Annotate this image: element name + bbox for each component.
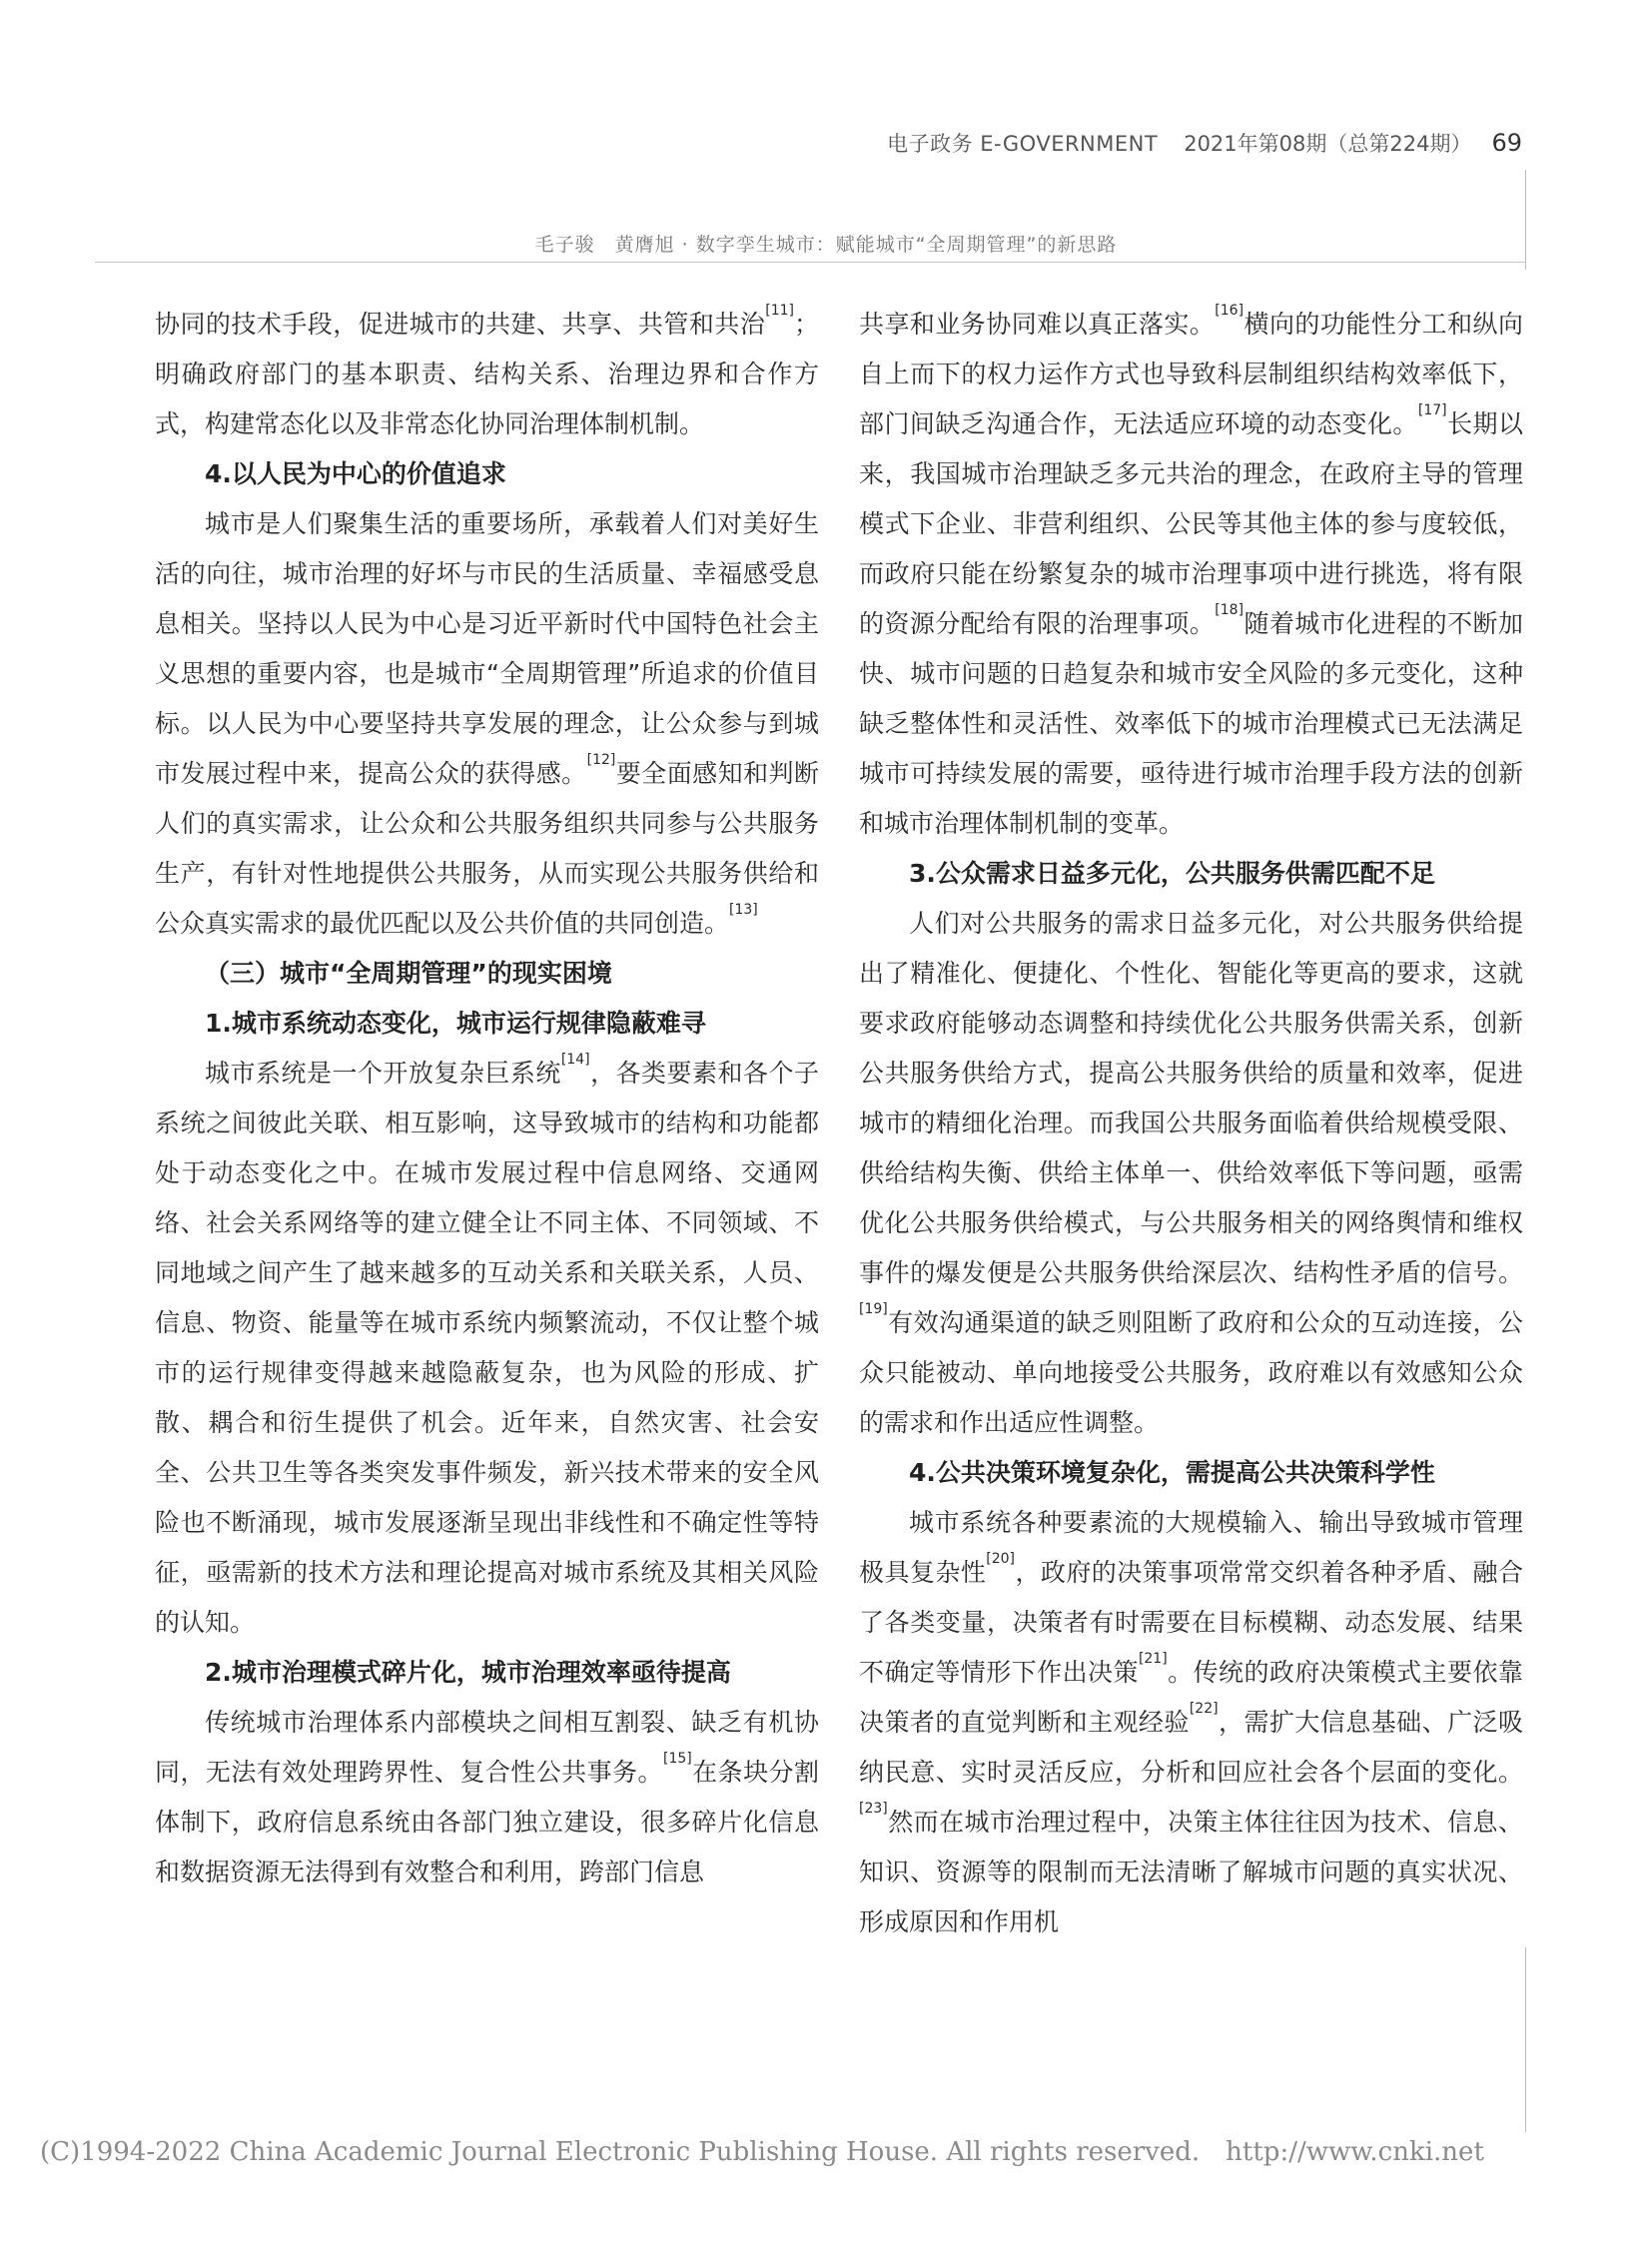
issue-info: 2021年第08期（总第224期） <box>1184 132 1472 156</box>
citation[interactable]: [12] <box>586 752 616 768</box>
article-byline: 毛子骏 黄膺旭 · 数字孪生城市：赋能城市“全周期管理”的新思路 <box>534 234 1118 256</box>
paragraph: 人们对公共服务的需求日益多元化，对公共服务供给提出了精准化、便捷化、个性化、智能化等更高的要求，这就要求政府能够动态调整和持续优化公共服务供需关系，创新公共服务供给方式，提高公共服务供给的质量和效率，促进城市的精细化治理。而我国公共服务面临着供给规模受限、供给结构失衡、供给主体单一、供给效率低下等问题，亟需优化公共服务供给模式，与公共服务相关的网络舆情和维权事件的爆发便是公共服务供给深层次、结构性矛盾的信号。[19]有效沟通渠道的缺乏则阻断了政府和公众的互动连接，公众只能被动、单向地接受公共服务，政府难以有效感知公众的需求和作出适应性调整。 <box>859 909 1523 1437</box>
cnki-link[interactable]: http://www.cnki.net <box>1226 2137 1484 2167</box>
citation[interactable]: [23] <box>859 1801 888 1817</box>
citation[interactable]: [20] <box>986 1551 1015 1567</box>
section-heading: 2.城市治理模式碎片化，城市治理效率亟待提高 <box>205 1658 731 1687</box>
citation[interactable]: [19] <box>859 1301 888 1317</box>
page-number: 69 <box>1491 129 1522 157</box>
left-column <box>155 300 819 2117</box>
paragraph: 传统城市治理体系内部模块之间相互割裂、缺乏有机协同，无法有效处理跨界性、复合性公共事务。[15]在条块分割体制下，政府信息系统由各部门独立建设，很多碎片化信息和数据资源无法得到有效整合和利用，跨部门信息 <box>155 1708 819 1886</box>
right-column <box>859 300 1523 2117</box>
citation[interactable]: [13] <box>729 902 758 918</box>
section-heading: 4.公共决策环境复杂化，需提高公共决策科学性 <box>909 1458 1435 1487</box>
citation[interactable]: [16] <box>1215 303 1244 319</box>
header-divider <box>95 262 1525 263</box>
citation[interactable]: [22] <box>1189 1701 1219 1717</box>
citation[interactable]: [18] <box>1215 602 1244 618</box>
citation[interactable]: [14] <box>560 1052 590 1068</box>
paragraph: 城市是人们聚集生活的重要场所，承载着人们对美好生活的向往，城市治理的好坏与市民的生活质量、幸福感受息息相关。坚持以人民为中心是习近平新时代中国特色社会主义思想的重要内容，也是城市“全周期管理”所追求的价值目标。以人民为中心要坚持共享发展的理念，让公众参与到城市发展过程中来，提高公众的获得感。[12]要全面感知和判断人们的真实需求，让公众和公共服务组织共同参与公共服务生产，有针对性地提供公共服务，从而实现公共服务供给和公众真实需求的最优匹配以及公共价值的共同创造。[13] <box>155 509 819 938</box>
paragraph: 城市系统是一个开放复杂巨系统[14]，各类要素和各个子系统之间彼此关联、相互影响，这导致城市的结构和功能都处于动态变化之中。在城市发展过程中信息网络、交通网络、社会关系网络等的建立健全让不同主体、不同领域、不同地域之间产生了越来越多的互动关系和关联关系，人员、信息、物资、能量等在城市系统内频繁流动，不仅让整个城市的运行规律变得越来越隐蔽复杂，也为风险的形成、扩散、耦合和衍生提供了机会。近年来，自然灾害、社会安全、公共卫生等各类突发事件频发，新兴技术带来的安全风险也不断涌现，城市发展逐渐呈现出非线性和不确定性等特征，亟需新的技术方法和理论提高对城市系统及其相关风险的认知。 <box>155 1052 819 1637</box>
citation[interactable]: [21] <box>1138 1651 1168 1667</box>
section-heading: （三）城市“全周期管理”的现实困境 <box>205 959 612 988</box>
paragraph: 共享和业务协同难以真正落实。[16]横向的功能性分工和纵向自上而下的权力运作方式也导致科层制组织结构效率低下，部门间缺乏沟通合作，无法适应环境的动态变化。[17]长期以来，我国城市治理缺乏多元共治的理念，在政府主导的管理模式下企业、非营利组织、公民等其他主体的参与度较低，而政府只能在纷繁复杂的城市治理事项中进行挑选，将有限的资源分配给有限的治理事项。[18]随着城市化进程的不断加快、城市问题的日趋复杂和城市安全风险的多元变化，这种缺乏整体性和灵活性、效率低下的城市治理模式已无法满足城市可持续发展的需要，亟待进行城市治理手段方法的创新和城市治理体制机制的变革。 <box>859 303 1523 838</box>
citation[interactable]: [11] <box>765 303 794 319</box>
running-head <box>887 128 1522 164</box>
paragraph: 协同的技术手段，促进城市的共建、共享、共管和共治[11]；明确政府部门的基本职责、结构关系、治理边界和合作方式，构建常态化以及非常态化协同治理体制机制。 <box>155 303 819 438</box>
section-heading: 4.以人民为中心的价值追求 <box>205 459 506 488</box>
footer-vertical-rule <box>1525 1947 1526 2132</box>
citation[interactable]: [17] <box>1417 402 1447 418</box>
copyright-text: (C)1994-2022 China Academic Journal Electronic Publishing House. All rights reserved. <box>40 2137 1201 2167</box>
paragraph: 城市系统各种要素流的大规模输入、输出导致城市管理极具复杂性[20]，政府的决策事项常常交织着各种矛盾、融合了各类变量，决策者有时需要在目标模糊、动态发展、结果不确定等情形下作出决策[21]。传统的政府决策模式主要依靠决策者的直觉判断和主观经验[22]，需扩大信息基础、广泛吸纳民意、实时灵活反应，分析和回应社会各个层面的变化。[23]然而在城市治理过程中，决策主体往往因为技术、信息、知识、资源等的限制而无法清晰了解城市问题的真实状况、形成原因和作用机 <box>859 1508 1523 1936</box>
copyright-footer <box>40 2137 1538 2167</box>
section-heading: 1.城市系统动态变化，城市运行规律隐蔽难寻 <box>205 1009 706 1038</box>
section-heading: 3.公众需求日益多元化，公共服务供需匹配不足 <box>909 859 1435 888</box>
journal-name: 电子政务 E-GOVERNMENT <box>887 132 1159 156</box>
citation[interactable]: [15] <box>662 1751 692 1767</box>
